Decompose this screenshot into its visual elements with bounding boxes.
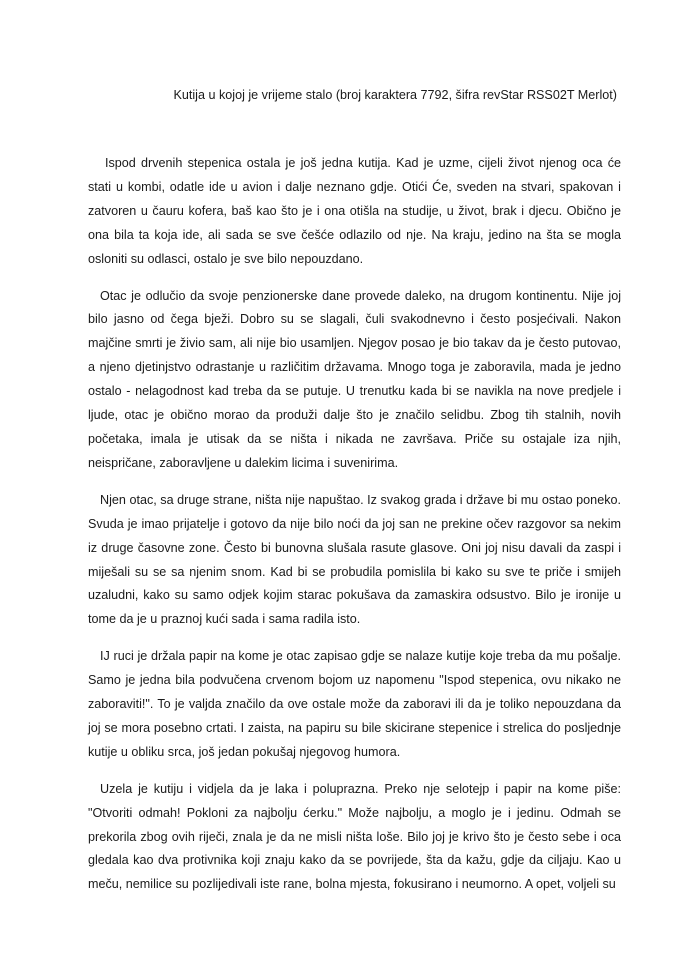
paragraph-2: Otac je odlučio da svoje penzionerske dane provede daleko, na drugom kontinentu. Nije joj bilo jasno od čega bježi. Dobro su se slagali, čuli svakodnevno i često posjećivali. Nakon majčine smrti je živio sam, ali nije bio usamljen. Njegov posao je bio takav da je često putovao, a njeno djetinjstvo odrastanje u različitim državama. Mnogo toga je zaboravila, mada je jedno ostalo - nelagodnost kad treba da se putuje. U trenutku kada bi se navikla na nove predjele i ljude, otac je obično morao da produži dalje što je značilo selidbu. Zbog tih stalnih, novih početaka, imala je utisak da se ništa i nikada ne završava. Priče su ostajale iza njih, neispričane, zaboravljene u dalekim licima i suvenirima. [88,288,621,470]
document-body [88,152,621,910]
paragraph-5: Uzela je kutiju i vidjela da je laka i poluprazna. Preko nje selotejp i papir na kome piše: "Otvoriti odmah! Pokloni za najbolju ćerku." Može najbolju, a moglo je i jedinu. Odmah se prekorila zbog ovih riječi, znala je da ne misli ništa loše. Bilo joj je krivo što je često sebe i oca gledala kao dva protivnika koji znaju kako da se povrijede, šta da kažu, gdje da ciljaju. Kao u meču, nemilice su pozlijedivali iste rane, bolna mjesta, fokusirano i neumorno. A opet, voljeli su [88,781,621,892]
paragraph-3: Njen otac, sa druge strane, ništa nije napuštao. Iz svakog grada i države bi mu ostao poneko. Svuda je imao prijatelje i gotovo da nije bilo noći da joj san ne prekine očev razgovor sa nekim iz druge časovne zone. Često bi bunovna slušala rasute glasove. Oni joj nisu davali da zaspi i miješali su se sa njenim snom. Kad bi se probudila pomislila bi kako su sve te priče i smijeh uzaludni, kako su samo odjek kojim starac pokušava da zamaskira odsustvo. Bilo je ironije u tome da je u praznoj kući sada i sama radila isto. [88,492,621,627]
document-header: Kutija u kojoj je vrijeme stalo (broj karaktera 7792, šifra revStar RSS02T Merlot) [173,88,617,102]
paragraph-4: IJ ruci je držala papir na kome je otac zapisao gdje se nalaze kutije koje treba da mu pošalje. Samo je jedna bila podvučena crvenom bojom uz napomenu "Ispod stepenica, ovu nikako ne zaboraviti!". To je valjda značilo da ove ostale može da zaboravi ili da je toliko nepouzdana da joj se mora posebno crtati. I zaista, na papiru su bile skicirane stepenice i strelica do posljednje kutije u obliku srca, još jedan pokušaj njegovog humora. [88,649,621,759]
paragraph-1: Ispod drvenih stepenica ostala je još jedna kutija. Kad je uzme, cijeli život njenog oca će stati u kombi, odatle ide u avion i dalje neznano gdje. Otići Će, sveden na stvari, spakovan i zatvoren u čauru kofera, baš kao što je i ona otišla na studije, u život, brak i djecu. Obično je ona bila ta koja ide, ali sada se sve češće odlazilo od nje. Na kraju, jedino na šta se mogla osloniti su odlasci, ostalo je sve bilo nepouzdano. [88,156,621,266]
